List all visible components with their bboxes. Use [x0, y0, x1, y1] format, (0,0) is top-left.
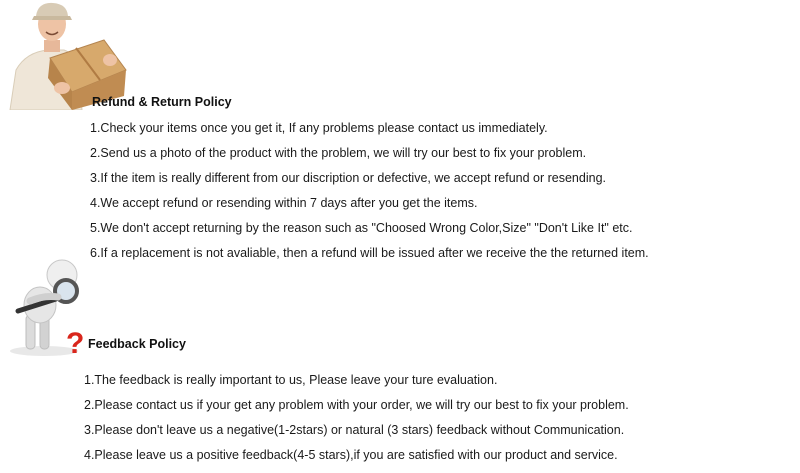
feedback-policy-list: [84, 368, 629, 468]
feedback-policy-heading: Feedback Policy: [88, 337, 186, 351]
list-item: 2.Send us a photo of the product with the problem, we will try our best to fix your problem.: [90, 146, 587, 160]
list-item: 1.Check your items once you get it, If any problems please contact us immediately.: [90, 121, 548, 135]
list-item: 3.If the item is really different from our discription or defective, we accept refund or resending.: [90, 171, 606, 185]
svg-text:?: ?: [66, 327, 85, 357]
magnifier-person-icon: [4, 255, 90, 357]
list-item: 3.Please don't leave us a negative(1-2stars) or natural (3 stars) feedback without Communication.: [84, 423, 625, 437]
list-item: 6.If a replacement is not avaliable, then a refund will be issued after we receive the the returned item.: [90, 246, 649, 260]
list-item: 2.Please contact us if your get any problem with your order, we will try our best to fix your problem.: [84, 398, 629, 412]
refund-policy-heading: Refund & Return Policy: [92, 95, 232, 109]
list-item: 1.The feedback is really important to us, Please leave your ture evaluation.: [84, 373, 498, 387]
list-item: 4.Please leave us a positive feedback(4-5 stars),if you are satisfied with our product and service.: [84, 448, 618, 462]
delivery-man-icon: [6, 0, 128, 110]
refund-policy-list: [90, 116, 649, 266]
list-item: 5.We don't accept returning by the reason such as "Choosed Wrong Color,Size" "Don't Like It" etc.: [90, 221, 633, 235]
list-item: 4.We accept refund or resending within 7 days after you get the items.: [90, 196, 478, 210]
delivery-man-illustration: [6, 0, 128, 110]
inspector-figure-illustration: [4, 255, 90, 357]
